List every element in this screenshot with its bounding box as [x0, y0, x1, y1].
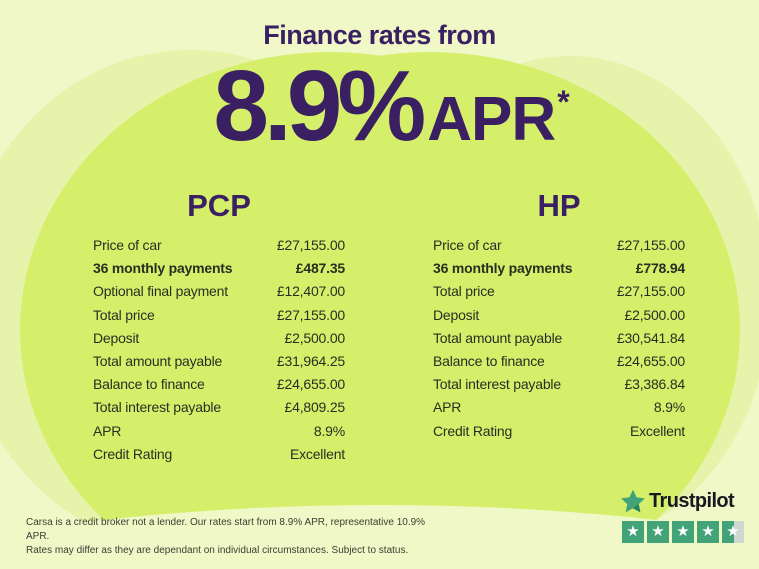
table-heading-pcp: PCP	[187, 188, 251, 223]
table-row	[93, 446, 345, 469]
pcp-rows	[93, 237, 345, 469]
row-value: £4,809.25	[284, 399, 345, 416]
headline-rate	[12, 50, 759, 162]
star-glyph-icon: ★	[701, 523, 715, 540]
table-row	[93, 283, 345, 306]
table-row	[433, 237, 685, 260]
star-glyph-icon: ★	[626, 523, 640, 540]
row-label: Total amount payable	[433, 329, 563, 346]
table-row	[433, 423, 685, 446]
table-row	[93, 353, 345, 376]
row-label: 36 monthly payments	[93, 260, 233, 277]
hp-finance-table	[433, 188, 685, 446]
row-value: Excellent	[289, 445, 345, 462]
row-label: Deposit	[93, 329, 140, 346]
rate-value: 8.9%	[213, 50, 422, 162]
table-row	[433, 307, 685, 330]
rate-unit-label: APR	[427, 85, 556, 154]
row-value: £487.35	[295, 260, 345, 277]
row-label: Total price	[433, 283, 495, 300]
table-row	[433, 353, 685, 376]
row-label: APR	[433, 399, 462, 416]
table-row	[93, 237, 345, 260]
row-label: Total interest payable	[433, 376, 561, 393]
table-heading-hp: HP	[537, 188, 581, 223]
row-label: Price of car	[433, 237, 502, 253]
trustpilot-wordmark: Trustpilot	[649, 489, 735, 512]
trustpilot-star-box	[672, 521, 694, 543]
page-title: Finance rates from	[263, 20, 496, 50]
star-glyph-icon: ★	[651, 523, 665, 540]
table-row	[433, 283, 685, 306]
trustpilot-star-box	[722, 521, 744, 543]
trustpilot-star-box	[622, 521, 644, 543]
row-value: £27,155.00	[276, 237, 345, 253]
row-value: £12,407.00	[276, 283, 345, 300]
table-row	[93, 307, 345, 330]
trustpilot-star-box	[647, 521, 669, 543]
trustpilot-star-box	[697, 521, 719, 543]
row-value: £24,655.00	[616, 352, 685, 369]
row-value: £27,155.00	[276, 306, 345, 323]
disclaimer-line-2: Rates may differ as they are dependant on individual circumstances. Subject to status.	[26, 545, 409, 556]
row-label: Deposit	[433, 306, 480, 323]
row-value: Excellent	[629, 422, 685, 439]
table-row	[433, 260, 685, 283]
trustpilot-widget	[620, 488, 746, 543]
rate-asterisk: *	[557, 84, 570, 120]
disclaimer-line-1: Carsa is a credit broker not a lender. Our rates start from 8.9% APR, representative 10.9% APR.	[26, 517, 426, 542]
row-value: £3,386.84	[624, 376, 685, 393]
row-label: Optional final payment	[93, 283, 228, 300]
star-glyph-icon: ★	[726, 523, 740, 540]
table-row	[93, 260, 345, 283]
trustpilot-logo	[620, 488, 746, 514]
legal-disclaimer	[26, 516, 426, 558]
row-value: £2,500.00	[624, 306, 685, 323]
pcp-finance-table	[93, 188, 345, 469]
table-row	[433, 399, 685, 422]
table-row	[433, 376, 685, 399]
table-row	[93, 376, 345, 399]
row-value: £27,155.00	[616, 237, 685, 253]
trustpilot-star-icon	[620, 488, 646, 514]
row-label: Balance to finance	[433, 352, 545, 369]
row-label: Total price	[93, 306, 155, 323]
row-value: £27,155.00	[616, 283, 685, 300]
table-row	[433, 330, 685, 353]
table-row	[93, 330, 345, 353]
row-value: £24,655.00	[276, 376, 345, 393]
row-label: APR	[93, 422, 122, 439]
row-label: Total interest payable	[93, 399, 221, 416]
row-label: Credit Rating	[93, 445, 173, 462]
row-value: 8.9%	[313, 422, 345, 439]
row-value: 8.9%	[653, 399, 685, 416]
trustpilot-rating-stars	[622, 521, 746, 543]
hp-rows	[433, 237, 685, 446]
row-label: Total amount payable	[93, 352, 223, 369]
table-row	[93, 423, 345, 446]
row-label: Price of car	[93, 237, 162, 253]
row-label: 36 monthly payments	[433, 260, 573, 277]
row-label: Credit Rating	[433, 422, 513, 439]
row-value: £2,500.00	[284, 329, 345, 346]
table-row	[93, 399, 345, 422]
row-value: £778.94	[635, 260, 685, 277]
row-value: £31,964.25	[276, 352, 345, 369]
star-glyph-icon: ★	[676, 523, 690, 540]
row-value: £30,541.84	[616, 329, 685, 346]
row-label: Balance to finance	[93, 376, 205, 393]
